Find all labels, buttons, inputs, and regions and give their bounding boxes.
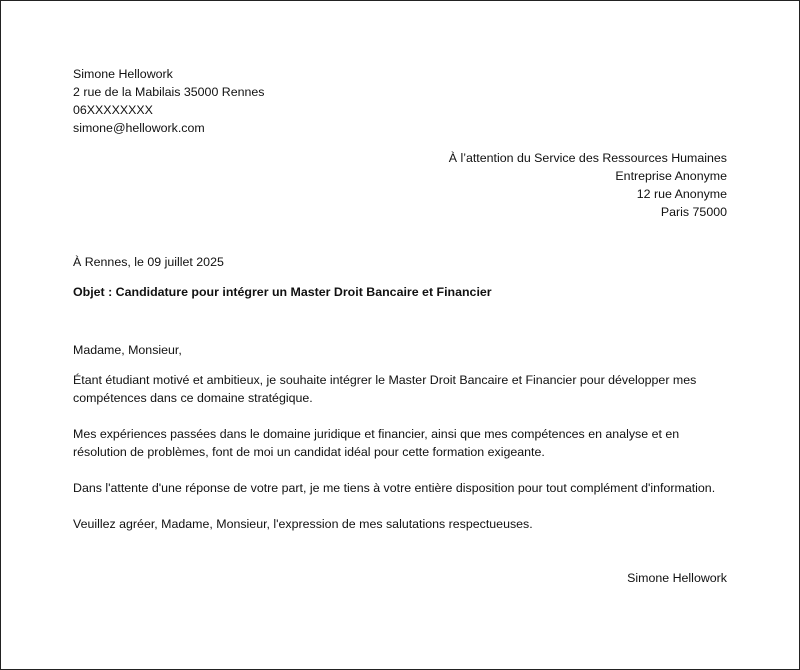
recipient-block xyxy=(73,149,727,221)
body-paragraph: Étant étudiant motivé et ambitieux, je souhaite intégrer le Master Droit Bancaire et Financier pour développer mes compétences dans ce domaine stratégique. xyxy=(73,373,697,405)
salutation: Madame, Monsieur, xyxy=(73,343,182,357)
letter-content xyxy=(73,65,727,587)
recipient-city: Paris 75000 xyxy=(660,205,727,219)
sender-phone: 06XXXXXXXX xyxy=(73,103,153,117)
recipient-company: Entreprise Anonyme xyxy=(615,169,727,183)
body-paragraph: Mes expériences passées dans le domaine juridique et financier, ainsi que mes compétences en analyse et en résolution de problèmes, font de moi un candidat idéal pour cette formation exigeante. xyxy=(73,427,680,459)
closing-paragraph: Veuillez agréer, Madame, Monsieur, l'expression de mes salutations respectueuses. xyxy=(73,517,533,531)
recipient-street: 12 rue Anonyme xyxy=(636,187,727,201)
signature: Simone Hellowork xyxy=(627,571,727,585)
recipient-attention: À l’attention du Service des Ressources Humaines xyxy=(448,151,727,165)
body-paragraph: Dans l'attente d'une réponse de votre part, je me tiens à votre entière disposition pour tout complément d'information. xyxy=(73,481,716,495)
sender-block xyxy=(73,65,727,137)
subject-line: Objet : Candidature pour intégrer un Master Droit Bancaire et Financier xyxy=(73,285,492,299)
sender-address: 2 rue de la Mabilais 35000 Rennes xyxy=(73,85,265,99)
sender-name: Simone Hellowork xyxy=(73,67,173,81)
sender-email: simone@hellowork.com xyxy=(73,121,205,135)
date-line: À Rennes, le 09 juillet 2025 xyxy=(73,255,224,269)
